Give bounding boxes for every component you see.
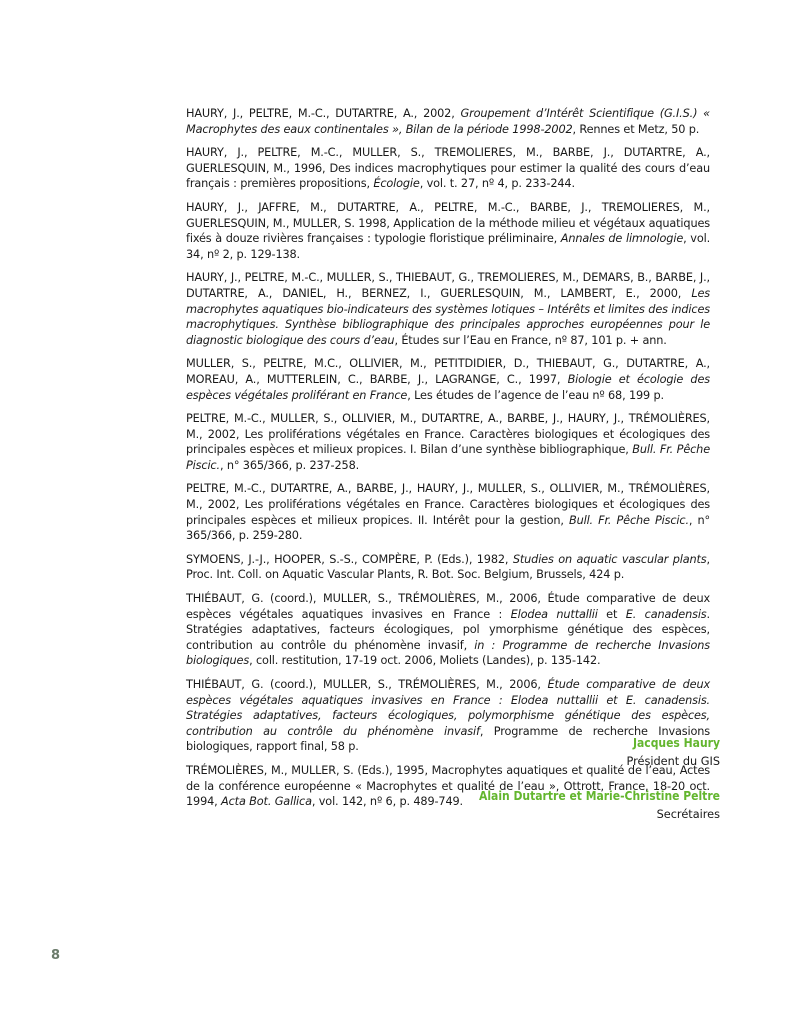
reference-title: Biologie et écologie des espèces végétales proliférant en France [186, 372, 710, 402]
reference-text: . Stratégies adaptatives, facteurs écologiques, pol ymorphisme génétique des espèces, contribution au contrôle du phénomène invasif, [186, 607, 710, 652]
reference-entry [186, 552, 710, 583]
reference-text: , vol. 34, nº 2, p. 129-138. [186, 232, 711, 261]
signatory-name: Jacques Haury [633, 736, 720, 750]
reference-title: Groupement d’Intérêt Scientifique (G.I.S.) « Macrophytes des eaux continentales », Bilan de la période 1998-2002 [186, 107, 710, 136]
reference-text: HAURY, J., PELTRE, M.-C., MULLER, S., TREMOLIERES, M., BARBE, J., DUTARTRE, A., GUERLESQUIN, M., 1996, Des indices macrophytiques pour estimer la qualité des cours d’eau français : premières propositions, [186, 146, 710, 191]
reference-entry [186, 591, 710, 669]
reference-text: HAURY, J., PELTRE, M.-C., DUTARTRE, A., 2002, [186, 107, 461, 120]
reference-entry [186, 145, 710, 192]
signatory-role: Président du GIS [626, 755, 720, 768]
reference-text: HAURY, J., JAFFRE, M., DUTARTRE, A., PELTRE, M.-C., BARBE, J., TREMOLIERES, M., GUERLESQUIN, M., MULLER, S. 1998, Application de la méthode milieu et végétaux aquatiques fixés à douze rivières françaises : typologie floristique préliminaire, [186, 200, 710, 246]
reference-text: , Proc. Int. Coll. on Aquatic Vascular Plants, R. Bot. Soc. Belgium, Brussels, 424 p. [186, 552, 710, 582]
reference-text: THIÉBAUT, G. (coord.), MULLER, S., TRÉMOLIÈRES, M., 2006, Étude comparative de deux espèces végétales aquatiques invasives en France : [186, 592, 710, 621]
reference-text: , n° 365/366, p. 259-280. [186, 513, 711, 543]
reference-text: , coll. restitution, 17-19 oct. 2006, Moliets (Landes), p. 135-142. [249, 654, 601, 668]
reference-title: Les macrophytes aquatiques bio-indicateurs des systèmes lotiques – Intérêts et limites des indices macrophytiques. Synthèse bibliographique des principales approches européennes pour le diagnostic biologique des cours d’eau [186, 286, 710, 347]
signatory-name: Alain Dutartre et Marie-Christine Peltre [478, 789, 720, 803]
reference-entry [186, 356, 710, 403]
reference-text: , Les études de l’agence de l’eau nº 68, 199 p. [407, 388, 664, 402]
reference-title: Acta Bot. Gallica [221, 795, 312, 809]
reference-text: HAURY, J., PELTRE, M.-C., MULLER, S., THIEBAUT, G., TREMOLIERES, M., DEMARS, B., BARBE, J., DUTARTRE, A., DANIEL, H., BERNEZ, I., GUERLESQUIN, M., LAMBERT, E., 2000, [186, 271, 710, 300]
reference-text: , vol. t. 27, nº 4, p. 233-244. [419, 177, 575, 191]
reference-text: , vol. 142, nº 6, p. 489-749. [311, 795, 463, 809]
reference-text: PELTRE, M.-C., DUTARTRE, A., BARBE, J., HAURY, J., MULLER, S., OLLIVIER, M., TRÉMOLIÈRES, M., 2002, Les proliférations végétales en France. Caractères biologiques et écologiques des principales espèces et milieux propices. II. Intérêt pour la gestion, [186, 482, 710, 527]
reference-entry [186, 106, 710, 137]
reference-title: Bull. Fr. Pêche Piscic. [186, 443, 710, 472]
reference-text: , Programme de recherche Invasions biologiques, rapport final, 58 p. [186, 724, 711, 754]
reference-title: Étude comparative de deux espèces végétales aquatiques invasives en France : Elodea nuttallii et E. canadensis. Stratégies adaptatives, facteurs écologiques, polymorphisme génétique des espèces, contribution au contrôle du phénomène invasif [186, 678, 711, 738]
signature-president [627, 736, 720, 768]
reference-title: Studies on aquatic vascular plants [512, 552, 707, 566]
signature-secretaries [479, 789, 720, 821]
reference-text: , Rennes et Metz, 50 p. [572, 122, 700, 136]
reference-entry [186, 481, 710, 543]
reference-title: Écologie [373, 177, 420, 191]
reference-text: , Études sur l’Eau en France, nº 87, 101 p. + ann. [394, 333, 667, 347]
reference-text: THIÉBAUT, G. (coord.), MULLER, S., TRÉMOLIÈRES, M., 2006, [186, 678, 548, 691]
reference-entry [186, 200, 710, 262]
page-number: 8 [51, 948, 61, 963]
reference-list [186, 106, 710, 818]
reference-text: et [597, 607, 626, 621]
reference-title: in : Programme de recherche Invasions biologiques [186, 638, 710, 668]
reference-title: Bull. Fr. Pêche Piscic. [568, 513, 689, 527]
reference-title: E. canadensis [625, 607, 707, 621]
reference-entry [186, 270, 710, 348]
signatory-role: Secrétaires [656, 808, 720, 821]
reference-text: TRÉMOLIÈRES, M., MULLER, S. (Eds.), 1995, Macrophytes aquatiques et qualité de l’eau, Actes de la conférence européenne « Macrophytes et qualité de l’eau », Ottrott, France, 18-20 oct. 1994, [186, 763, 710, 809]
reference-text: PELTRE, M.-C., MULLER, S., OLLIVIER, M., DUTARTRE, A., BARBE, J., HAURY, J., TRÉMOLIÈRES, M., 2002, Les proliférations végétales en France. Caractères biologiques et écologiques des principales espèces et milieux propices. I. Bilan d’une synthèse bibliographique, [186, 412, 710, 457]
reference-entry [186, 411, 710, 473]
reference-title: Annales de limnologie [560, 232, 684, 246]
reference-text: MULLER, S., PELTRE, M.C., OLLIVIER, M., PETITDIDIER, D., THIEBAUT, G., DUTARTRE, A., MOREAU, A., MUTTERLEIN, C., BARBE, J., LAGRANGE, C., 1997, [186, 357, 710, 386]
reference-text: SYMOENS, J.-J., HOOPER, S.-S., COMPÈRE, P. (Eds.), 1982, [186, 552, 513, 566]
reference-title: Elodea nuttallii [510, 607, 598, 621]
reference-text: , n° 365/366, p. 237-258. [219, 458, 360, 472]
